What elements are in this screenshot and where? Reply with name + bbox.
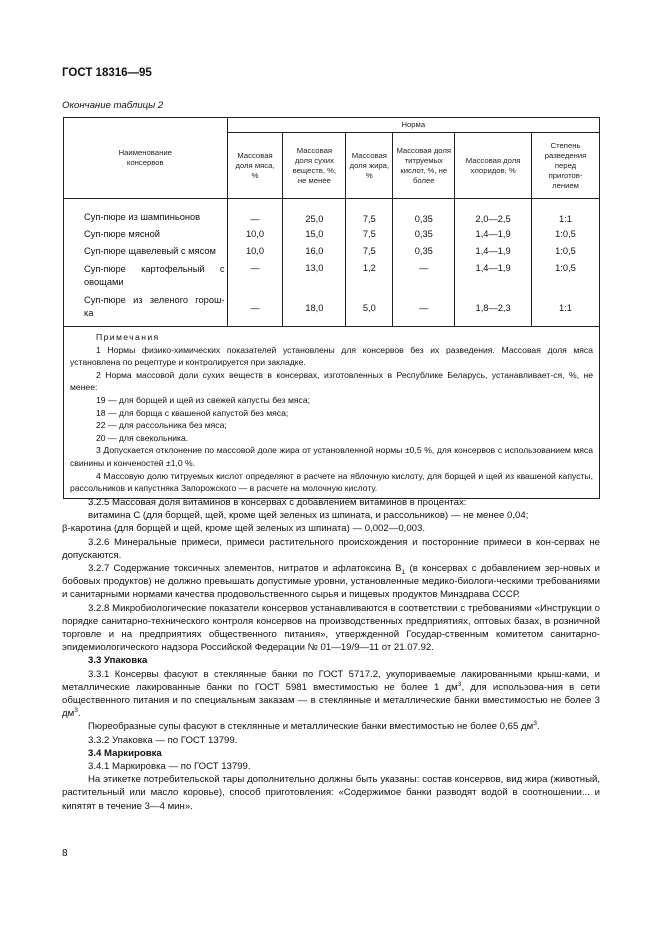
- document-code: ГОСТ 18316—95: [62, 67, 152, 79]
- paragraph-3-2-6: 3.2.6 Минеральные примеси, примеси растительного происхождения и посторонние примеси в кон-сервах не допускаются.: [62, 536, 600, 561]
- cell-dry-matter: 25,0: [283, 199, 346, 226]
- cell-dilution: 1:0,5: [532, 226, 600, 243]
- column-group-norm: Норма: [227, 118, 599, 133]
- column-header-name: Наименование консервов: [64, 118, 228, 199]
- table-row: [64, 260, 600, 290]
- cell-dry-matter: 15,0: [283, 226, 346, 243]
- cell-chlorides: 1,4—1,9: [455, 226, 532, 243]
- column-header-chlorides: Массовая доля хлоридов, %: [455, 133, 532, 199]
- column-header-dry-matter: Массовая доля сухих веществ, %, не менее: [283, 133, 346, 199]
- cell-chlorides: 1,8—2,3: [455, 290, 532, 327]
- section-heading-packaging: 3.3 Упаковка: [88, 655, 148, 667]
- note-1: 1 Нормы физико-химических показателей установлены для консервов без их разведения. Массовая доля мяса установлена по рецептуре и контролируется при закладке.: [70, 344, 593, 368]
- paragraph-3-4-1: 3.4.1 Маркировка — по ГОСТ 13799.: [88, 761, 251, 773]
- cell-fat: 7,5: [346, 199, 393, 226]
- cell-fat: 7,5: [346, 243, 393, 260]
- cell-acids: 0,35: [393, 199, 455, 226]
- norms-table: [63, 117, 600, 499]
- paragraph-vitamin-c: витамина С (для борщей, щей, кроме щей зеленых из шпината, и рассольников) — не менее 0,04;: [88, 510, 529, 522]
- note-2: 2 Норма массовой доли сухих веществ в консервах, изготовленных в Республике Беларусь, устанавливает-ся, %, не менее:: [70, 369, 593, 393]
- paragraph-label-info: На этикетке потребительской тары дополнительно должны быть указаны: состав консервов, вид жира (животный, растительный или масло коровье), способ приготовления: «Содержимое банки разводят водой в соотношении... и кипятят в течение 3—4 мин».: [62, 774, 600, 812]
- cell-dilution: 1:1: [532, 199, 600, 226]
- note-4: 4 Массовую долю титруемых кислот определяют в расчете на яблочную кислоту, для борщей и щей из квашеной капусты, рассольников и капустняка Запорожского — в расчете на молочную кислоту.: [70, 470, 593, 494]
- cell-acids: —: [393, 260, 455, 290]
- cell-meat: —: [227, 199, 283, 226]
- cell-dry-matter: 16,0: [283, 243, 346, 260]
- cell-chlorides: 1,4—1,9: [455, 260, 532, 290]
- cell-dilution: 1:0,5: [532, 243, 600, 260]
- table-caption: Окончание таблицы 2: [62, 100, 164, 111]
- cell-dry-matter: 18,0: [283, 290, 346, 327]
- cell-dry-matter: 13,0: [283, 260, 346, 290]
- cell-fat: 7,5: [346, 226, 393, 243]
- row-name: Суп-пюре из зеленого горош- ка: [64, 290, 228, 327]
- cell-dilution: 1:0,5: [532, 260, 600, 290]
- column-header-meat: Массовая доля мяса, %: [227, 133, 283, 199]
- row-name: Суп-пюре мясной: [64, 226, 228, 243]
- table-row: [64, 226, 600, 243]
- cell-meat: 10,0: [227, 243, 283, 260]
- row-name: Суп-пюре из шампиньонов: [64, 199, 228, 226]
- note-2-item: 19 — для борщей и щей из свежей капусты без мяса;: [96, 394, 310, 405]
- cell-acids: 0,35: [393, 243, 455, 260]
- note-3: 3 Допускается отклонение по массовой доле жира от установленной нормы ±0,5 %, для консервов с использованием мяса свинины и конченостей ±1,0 %.: [70, 445, 593, 468]
- row-name: Суп-пюре щавелевый с мясом: [64, 243, 228, 260]
- cell-dilution: 1:1: [532, 290, 600, 327]
- paragraph-beta-carotene: β-каротина (для борщей и щей, кроме щей зеленых из шпината) — 0,002—0,003.: [62, 523, 425, 535]
- note-2-item: 22 — для рассольника без мяса;: [96, 420, 227, 431]
- paragraph-3-2-7: 3.2.7 Содержание токсичных элементов, нитратов и афлатоксина $B_1$ (в консервах с добавлением зер-новых и бобовых продуктов) не должно превышать допустимые уровни, установленные медико-биологи-ческими требованиями и санитарными нормами качества продовольственного сырья и пищевых продуктов Минздрава СССР.: [62, 563, 600, 601]
- section-heading-marking: 3.4 Маркировка: [88, 747, 162, 759]
- table-row: [64, 243, 600, 260]
- cell-fat: 1,2: [346, 260, 393, 290]
- note-2-item: 20 — для свекольника.: [96, 432, 189, 443]
- column-header-acids: Массовая доля титруемых кислот, %, не более: [393, 133, 455, 199]
- cell-meat: —: [227, 260, 283, 290]
- cell-chlorides: 2,0—2,5: [455, 199, 532, 226]
- paragraph-3-2-8: 3.2.8 Микробиологические показатели консервов устанавливаются в соответствии с требованиями «Инструкции о порядке санитарно-технического контроля консервов на производственных предприятиях, оптовых базах, в розничной торговле и на предприятиях общественного питания», утвержденной Государ-ственным комитетом санитарно-эпидемиологического надзора Российской Федерации № 01—19/9—11 от 21.07.92.: [62, 602, 600, 654]
- table-notes: [64, 327, 600, 499]
- column-header-dilution: Степень разведения перед приготов-лением: [532, 133, 600, 199]
- page-number: 8: [62, 848, 68, 859]
- paragraph-puree-soups: Пюреобразные супы фасуют в стеклянные и металлические банки вместимостью не более 0,65 $дм^3$.: [88, 720, 540, 733]
- row-name: Суп-пюре картофельный с овощами: [64, 260, 228, 290]
- note-2-item: 18 — для борща с квашеной капустой без мяса;: [96, 407, 289, 418]
- paragraph-3-3-1: 3.3.1 Консервы фасуют в стеклянные банки по ГОСТ 5717.2, укупориваемые лакированными крыш-ками, и металлические лакированные банки по ГОСТ 5981 вместимостью не более 1 $дм^3$, для использова-ния в сети общественного питания и по специальным заказам — в стеклянные и металлические банки вместимостью не более 3 $дм^3$.: [62, 668, 601, 720]
- paragraph-3-2-5: 3.2.5 Массовая доля витаминов в консервах с добавлением витаминов в процентах:: [88, 497, 467, 508]
- cell-chlorides: 1,4—1,9: [455, 243, 532, 260]
- paragraph-3-3-2: 3.3.2 Упаковка — по ГОСТ 13799.: [88, 734, 238, 746]
- cell-meat: 10,0: [227, 226, 283, 243]
- table-notes-row: [64, 327, 600, 499]
- cell-fat: 5,0: [346, 290, 393, 327]
- table-row: [64, 199, 600, 226]
- body-text: [62, 496, 600, 813]
- table-row: [64, 290, 600, 327]
- column-header-fat: Массовая доля жира, %: [346, 133, 393, 199]
- cell-acids: 0,35: [393, 226, 455, 243]
- cell-meat: —: [227, 290, 283, 327]
- notes-title: Примечания: [96, 332, 160, 342]
- cell-acids: —: [393, 290, 455, 327]
